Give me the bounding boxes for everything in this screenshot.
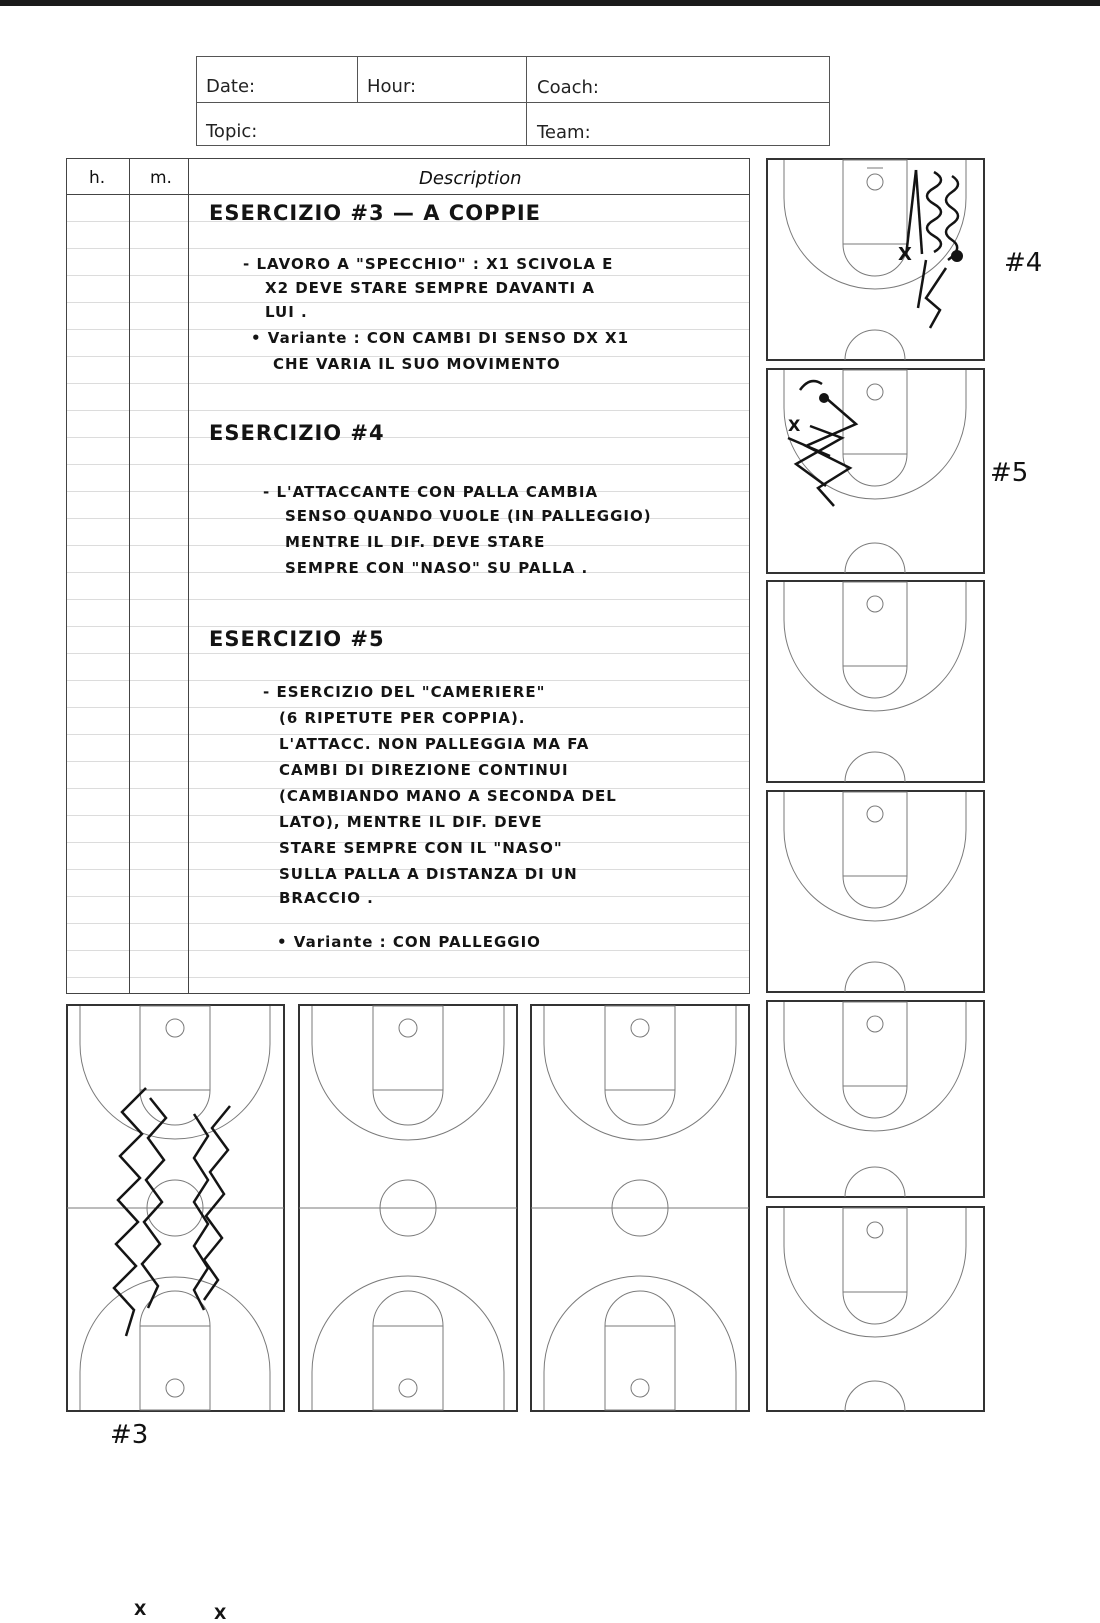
- col-hours-header: h.: [89, 168, 106, 188]
- header-row-divider: [197, 102, 829, 103]
- full-court-diagram-3: [66, 1004, 285, 1623]
- drill-5-label: #5: [990, 458, 1029, 488]
- defender-x-mark: X: [788, 416, 802, 435]
- exercise-4-line: SENSO QUANDO VUOLE (IN PALLEGGIO): [285, 507, 652, 525]
- exercise-5-line: L'ATTACC. NON PALLEGGIA MA FA: [279, 735, 590, 753]
- half-court-blank: [766, 1000, 985, 1198]
- exercise-3-line: X2 DEVE STARE SEMPRE DAVANTI A: [265, 279, 595, 297]
- exercise-4-title: ESERCIZIO #4: [209, 421, 385, 445]
- half-court-blank: [766, 1206, 985, 1412]
- session-header-table: [196, 56, 830, 146]
- description-sheet: [66, 158, 750, 994]
- exercise-5-line: LATO), MENTRE IL DIF. DEVE: [279, 813, 543, 831]
- coach-label: Coach:: [537, 77, 599, 98]
- exercise-4-line: - L'ATTACCANTE CON PALLA CAMBIA: [263, 483, 599, 501]
- drill-3-label: #3: [110, 1420, 149, 1450]
- col-minutes-header: m.: [150, 168, 172, 188]
- exercise-5-line: (6 RIPETUTE PER COPPIA).: [279, 709, 526, 727]
- full-court-blank: [530, 1004, 750, 1412]
- exercise-3-line: - LAVORO A "SPECCHIO" : X1 SCIVOLA E: [243, 255, 614, 273]
- minutes-column-divider: [188, 159, 189, 993]
- col-description-header: Description: [419, 168, 522, 189]
- exercise-3-line: LUI .: [265, 303, 308, 321]
- exercise-5-line: - ESERCIZIO DEL "CAMERIERE": [263, 683, 546, 701]
- hours-column-divider: [129, 159, 130, 993]
- drill-4-label: #4: [1004, 248, 1043, 278]
- exercise-4-line: MENTRE IL DIF. DEVE STARE: [285, 533, 546, 551]
- hour-label: Hour:: [367, 76, 417, 97]
- defender-x-mark: X: [898, 244, 913, 265]
- exercise-3-variant: • Variante : CON CAMBI DI SENSO DX X1: [251, 329, 630, 347]
- ball-icon: [819, 393, 829, 403]
- exercise-5-line: SULLA PALLA A DISTANZA DI UN: [279, 865, 578, 883]
- player-x1-mark: X: [134, 1600, 148, 1619]
- half-court-diagram-5: [766, 368, 985, 574]
- date-label: Date:: [206, 76, 256, 97]
- exercise-5-variant: • Variante : CON PALLEGGIO: [277, 933, 541, 951]
- full-court-blank: [298, 1004, 518, 1412]
- exercise-3-title: ESERCIZIO #3 — A COPPIE: [209, 201, 542, 225]
- exercise-5-line: CAMBI DI DIREZIONE CONTINUI: [279, 761, 569, 779]
- half-court-blank: [766, 580, 985, 783]
- half-court-blank: [766, 790, 985, 993]
- half-court-diagram-4: [766, 158, 985, 361]
- exercise-5-line: BRACCIO .: [279, 889, 374, 907]
- header-col-divider: [357, 57, 358, 102]
- ball-icon: [951, 250, 963, 262]
- player-x2-mark: X: [214, 1604, 228, 1623]
- exercise-3-line: CHE VARIA IL SUO MOVIMENTO: [273, 355, 561, 373]
- scan-top-edge: [0, 0, 1100, 6]
- exercise-4-line: SEMPRE CON "NASO" SU PALLA .: [285, 559, 589, 577]
- topic-label: Topic:: [206, 121, 258, 142]
- team-label: Team:: [537, 122, 591, 143]
- exercise-5-line: (CAMBIANDO MANO A SECONDA DEL: [279, 787, 617, 805]
- exercise-5-line: STARE SEMPRE CON IL "NASO": [279, 839, 563, 857]
- header-col-divider: [526, 57, 527, 145]
- exercise-5-title: ESERCIZIO #5: [209, 627, 385, 651]
